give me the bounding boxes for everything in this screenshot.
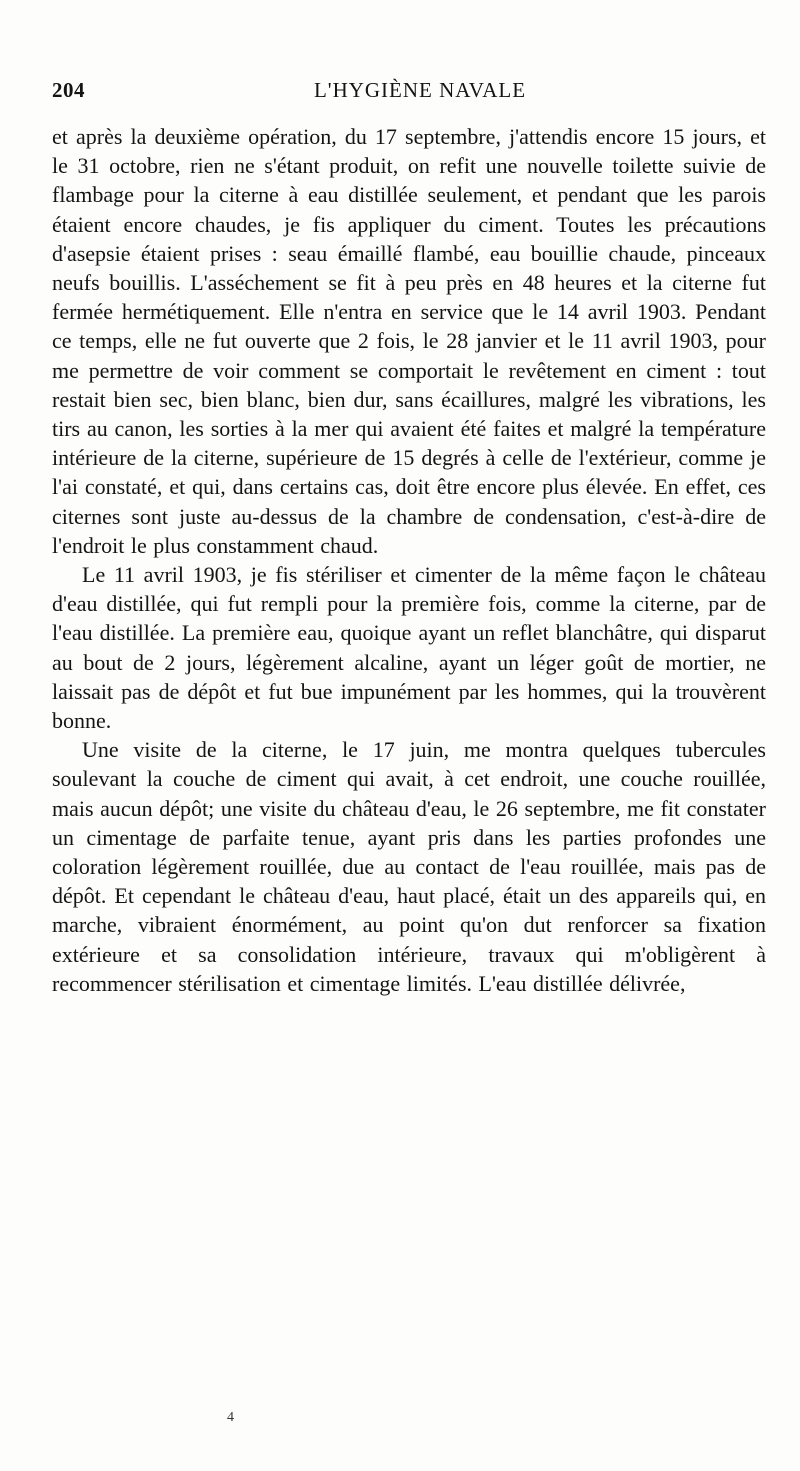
body-text [52,122,766,998]
paragraph: Une visite de la citerne, le 17 juin, me montra quelques tubercules soulevant la couche de ciment qui avait, à cet endroit, une couche rouillée, mais aucun dépôt; une visite du château d'eau, le 26 septembre, me fit constater un cimentage de parfaite tenue, ayant pris dans les parties profondes une coloration légèrement rouillée, due au contact de l'eau rouillée, mais pas de dépôt. Et cependant le château d'eau, haut placé, était un des appareils qui, en marche, vibraient énormément, au point qu'on dut renforcer sa fixation extérieure et sa consolidation intérieure, travaux qui m'obligèrent à recommencer stérilisation et cimentage limités. L'eau distillée délivrée, [52,737,766,996]
page-number: 204 [52,78,85,102]
page-header [52,78,766,118]
paragraph: Le 11 avril 1903, je fis stériliser et cimenter de la même façon le château d'eau distillée, qui fut rempli pour la première fois, comme la citerne, par de l'eau distillée. La première eau, quoique ayant un reflet blanchâtre, qui disparut au bout de 2 jours, légèrement alcaline, ayant un léger goût de mortier, ne laissait pas de dépôt et fut bue impunément par les hommes, qui la trouvèrent bonne. [52,562,766,734]
running-title: L'HYGIÈNE NAVALE [313,78,527,102]
signature-mark: 4 [227,1410,234,1425]
paragraph: et après la deuxième opération, du 17 septembre, j'attendis encore 15 jours, et le 31 octobre, rien ne s'étant produit, on refit une nouvelle toilette suivie de flambage pour la citerne à eau distillée seulement, et pendant que les parois étaient encore chaudes, je fis appliquer du ciment. Toutes les précautions d'asepsie étaient prises : seau émaillé flambé, eau bouillie chaude, pinceaux neufs bouillis. L'asséchement se fit à peu près en 48 heures et la citerne fut fermée hermétiquement. Elle n'entra en service que le 14 avril 1903. Pendant ce temps, elle ne fut ouverte que 2 fois, le 28 janvier et le 11 avril 1903, pour me permettre de voir comment se comportait le revêtement en ciment : tout restait bien sec, bien blanc, bien dur, sans écaillures, malgré les vibrations, les tirs au canon, les sorties à la mer qui avaient été faites et malgré la température intérieure de la citerne, supérieure de 15 degrés à celle de l'extérieur, comme je l'ai constaté, et qui, dans certains cas, doit être encore plus élevée. En effet, ces citernes sont juste au-dessus de la chambre de condensation, c'est-à-dire de l'endroit le plus constamment chaud. [52,124,766,558]
